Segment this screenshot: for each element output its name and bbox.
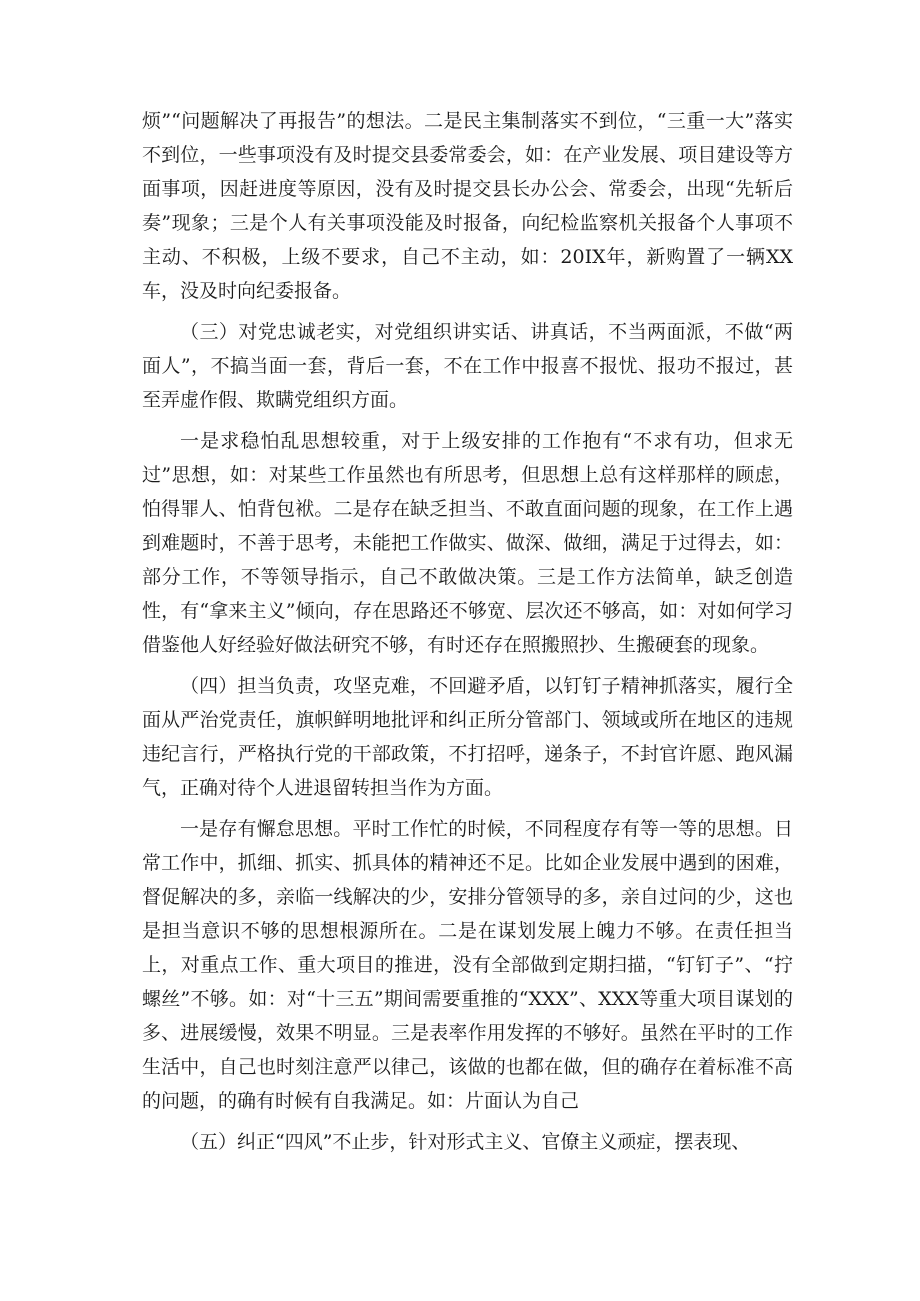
paragraph-section-four-heading: （四）担当负责，攻坚克难，不回避矛盾，以钉钉子精神抓落实，履行全面从严治党责任，旗帜鲜明地批评和纠正所分管部门、领域或所在地区的违规违纪言行，严格执行党的干部政策，不打招呼，递条子，不封官许愿、跑风漏气，正确对待个人进退留转担当作为方面。: [142, 675, 793, 799]
paragraph-section-three-body: 一是求稳怕乱思想较重，对于上级安排的工作抱有“不求有功，但求无过”思想，如：对某些工作虽然也有所思考，但思想上总有这样那样的顾虑，怕得罪人、怕背包袱。二是存在缺乏担当、不敢直面问题的现象，在工作上遇到难题时，不善于思考，未能把工作做实、做深、做细，满足于过得去，如：部分工作，不等领导指示，自己不敢做决策。三是工作方法简单，缺乏创造性，有“拿来主义”倾向，存在思路还不够宽、层次还不够高，如：对如何学习借鉴他人好经验好做法研究不够，有时还存在照搬照抄、生搬硬套的现象。: [142, 430, 793, 656]
paragraph-section-four-body: 一是存有懈怠思想。平时工作忙的时候，不同程度存有等一等的思想。日常工作中，抓细、抓实、抓具体的精神还不足。比如企业发展中遇到的困难，督促解决的多，亲临一线解决的少，安排分管领导的多，亲自过问的少，这也是担当意识不够的思想根源所在。二是在谋划发展上魄力不够。在责任担当上，对重点工作、重大项目的推进，没有全部做到定期扫描，“钉钉子”、“拧螺丝”不够。如：对“十三五”期间需要重推的“XXX”、XXX等重大项目谋划的多、进展缓慢，效果不明显。三是表率作用发挥的不够好。虽然在平时的工作生活中，自己也时刻注意严以律己，该做的也都在做，但的确存在着标准不高的问题，的确有时候有自我满足。如：片面认为自己: [142, 818, 793, 1112]
document-body: [142, 104, 793, 1159]
paragraph-continuation: 烦”“问题解决了再报告”的想法。二是民主集制落实不到位，“三重一大”落实不到位，一些事项没有及时提交县委常委会，如：在产业发展、项目建设等方面事项，因赶进度等原因，没有及时提交县长办公会、常委会，出现“先斩后奏”现象；三是个人有关事项没能及时报备，向纪检监察机关报备个人事项不主动、不积极，上级不要求，自己不主动，如：20IX年，新购置了一辆XX车，没及时向纪委报备。: [142, 110, 793, 302]
paragraph-section-three-heading: （三）对党忠诚老实，对党组织讲实话、讲真话，不当两面派，不做“两面人”，不搞当面一套，背后一套，不在工作中报喜不报忧、报功不报过，甚至弄虚作假、欺瞒党组织方面。: [142, 321, 793, 411]
paragraph-section-five-heading: （五）纠正“四风”不止步，针对形式主义、官僚主义顽症，摆表现、: [180, 1131, 751, 1153]
